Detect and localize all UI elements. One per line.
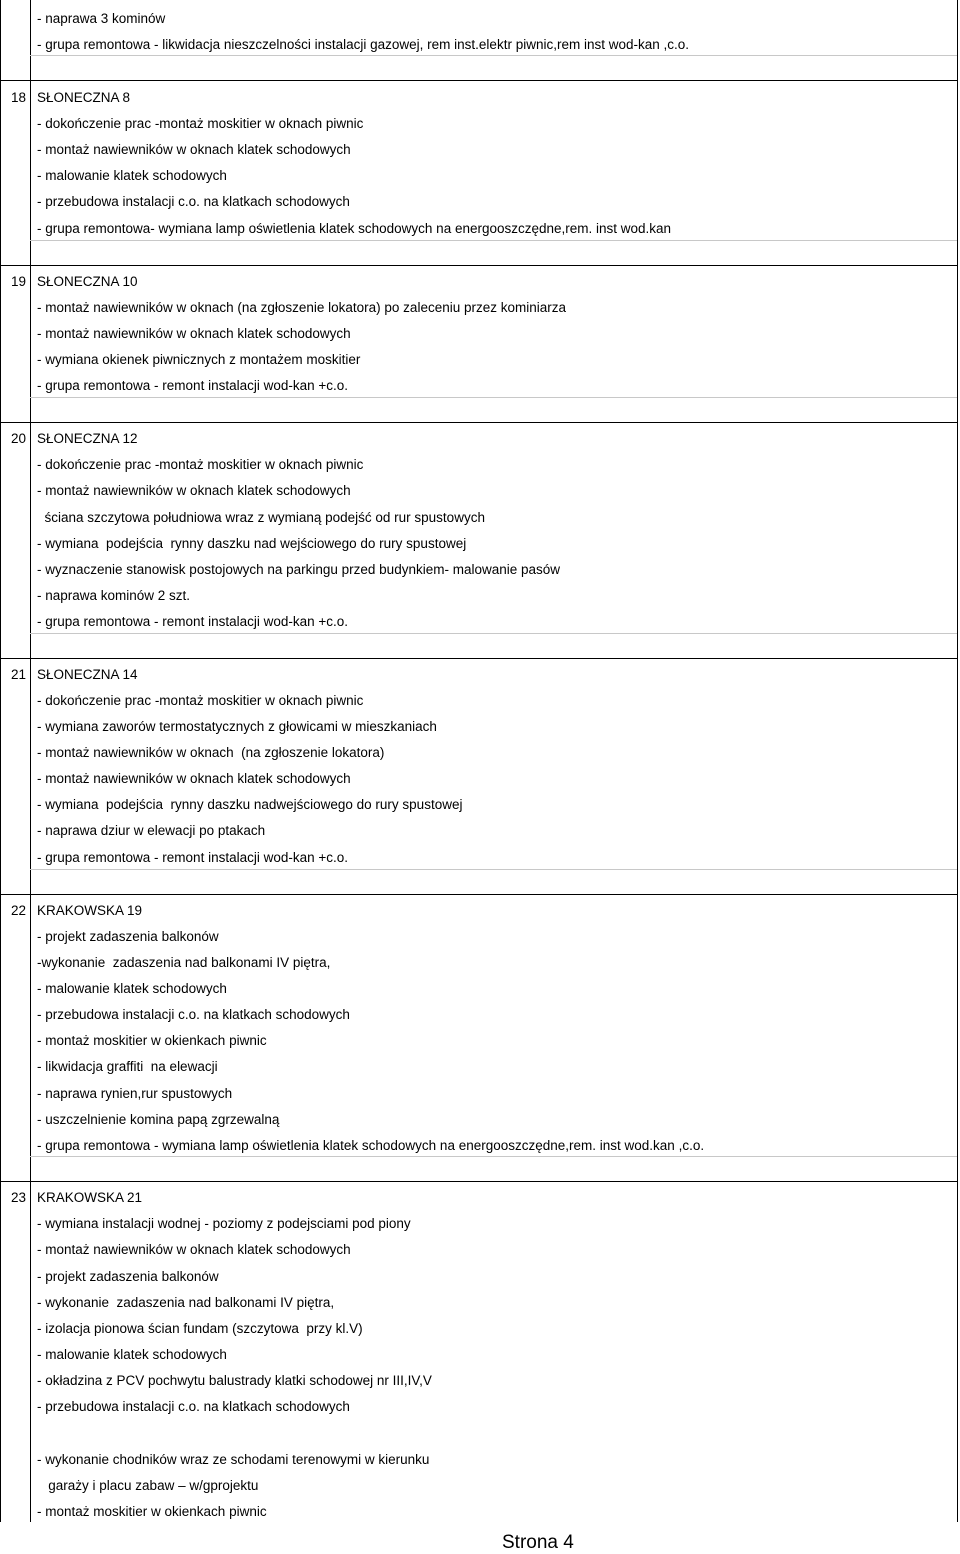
list-item: - projekt zadaszenia balkonów xyxy=(37,1269,219,1284)
list-item: - likwidacja graffiti na elewacji xyxy=(37,1059,218,1074)
section-title: KRAKOWSKA 19 xyxy=(37,903,143,918)
list-item: - montaż nawiewników w oknach klatek schodowych xyxy=(37,483,351,498)
section-number: 18 xyxy=(11,90,27,105)
list-item: - grupa remontowa- wymiana lamp oświetlenia klatek schodowych na energooszczędne,rem. inst wod.kan xyxy=(37,221,672,236)
list-item: - naprawa dziur w elewacji po ptakach xyxy=(37,823,266,838)
section-title: SŁONECZNA 12 xyxy=(37,431,138,446)
list-item: - wymiana instalacji wodnej - poziomy z podejsciami pod piony xyxy=(37,1216,411,1231)
list-item: - montaż nawiewników w oknach klatek schodowych xyxy=(37,1242,351,1257)
row-separator-inner xyxy=(30,55,957,56)
list-item: - wykonanie chodników wraz ze schodami terenowymi w kierunku xyxy=(37,1452,430,1467)
list-item: - montaż moskitier w okienkach piwnic xyxy=(37,1504,267,1519)
list-item: - montaż nawiewników w oknach (na zgłoszenie lokatora) xyxy=(37,745,385,760)
row-separator xyxy=(0,80,957,81)
table-border-left xyxy=(0,0,1,1522)
section-number: 22 xyxy=(11,903,27,918)
row-separator-inner xyxy=(30,397,957,398)
list-item: - dokończenie prac -montaż moskitier w oknach piwnic xyxy=(37,116,364,131)
list-item: - malowanie klatek schodowych xyxy=(37,981,227,996)
list-item: - uszczelnienie komina papą zgrzewalną xyxy=(37,1112,280,1127)
list-item: - wymiana okienek piwnicznych z montażem moskitier xyxy=(37,352,361,367)
list-item: - naprawa rynien,rur spustowych xyxy=(37,1086,233,1101)
row-separator-inner xyxy=(30,869,957,870)
section-title: SŁONECZNA 10 xyxy=(37,274,138,289)
list-item: - montaż nawiewników w oknach klatek schodowych xyxy=(37,771,351,786)
list-item: - grupa remontowa - likwidacja nieszczelności instalacji gazowej, rem inst.elektr piwnic,rem inst wod-kan ,c.o. xyxy=(37,37,690,52)
list-item: - malowanie klatek schodowych xyxy=(37,168,227,183)
page-number: Strona 4 xyxy=(502,1532,574,1553)
list-item: - wymiana zaworów termostatycznych z głowicami w mieszkaniach xyxy=(37,719,437,734)
table-border-number-column xyxy=(30,0,31,1522)
section-number: 20 xyxy=(11,431,27,446)
row-separator xyxy=(0,894,957,895)
list-item: - grupa remontowa - remont instalacji wod-kan +c.o. xyxy=(37,378,349,393)
list-item: - montaż moskitier w okienkach piwnic xyxy=(37,1033,267,1048)
row-separator xyxy=(0,658,957,659)
list-item: -wykonanie zadaszenia nad balkonami IV piętra, xyxy=(37,955,331,970)
section-number: 19 xyxy=(11,274,27,289)
list-item: - naprawa 3 kominów xyxy=(37,11,166,26)
list-item: - wymiana podejścia rynny daszku nad wejściowego do rury spustowej xyxy=(37,536,467,551)
list-item: - wykonanie zadaszenia nad balkonami IV piętra, xyxy=(37,1295,335,1310)
section-title: SŁONECZNA 14 xyxy=(37,667,138,682)
list-item: - projekt zadaszenia balkonów xyxy=(37,929,219,944)
list-item: - przebudowa instalacji c.o. na klatkach schodowych xyxy=(37,1399,350,1414)
row-separator-inner xyxy=(30,633,957,634)
list-item: - wyznaczenie stanowisk postojowych na parkingu przed budynkiem- malowanie pasów xyxy=(37,562,561,577)
list-item: - montaż nawiewników w oknach klatek schodowych xyxy=(37,326,351,341)
list-item: - izolacja pionowa ścian fundam (szczytowa przy kl.V) xyxy=(37,1321,363,1336)
row-separator xyxy=(0,1181,957,1182)
list-item: - naprawa kominów 2 szt. xyxy=(37,588,191,603)
list-item: - okładzina z PCV pochwytu balustrady klatki schodowej nr III,IV,V xyxy=(37,1373,432,1388)
section-number: 21 xyxy=(11,667,27,682)
row-separator xyxy=(0,422,957,423)
list-item: - malowanie klatek schodowych xyxy=(37,1347,227,1362)
list-item: - montaż nawiewników w oknach (na zgłoszenie lokatora) po zaleceniu przez kominiarza xyxy=(37,300,567,315)
list-item: - przebudowa instalacji c.o. na klatkach schodowych xyxy=(37,194,350,209)
list-item: - dokończenie prac -montaż moskitier w oknach piwnic xyxy=(37,457,364,472)
list-item: ściana szczytowa południowa wraz z wymianą podejść od rur spustowych xyxy=(37,510,485,525)
section-number: 23 xyxy=(11,1190,27,1205)
list-item: garaży i placu zabaw – w/gprojektu xyxy=(37,1478,259,1493)
list-item: - montaż nawiewników w oknach klatek schodowych xyxy=(37,142,351,157)
row-separator-inner xyxy=(30,240,957,241)
row-separator xyxy=(0,265,957,266)
list-item: - grupa remontowa - remont instalacji wod-kan +c.o. xyxy=(37,850,349,865)
list-item: - dokończenie prac -montaż moskitier w oknach piwnic xyxy=(37,693,364,708)
list-item: - przebudowa instalacji c.o. na klatkach schodowych xyxy=(37,1007,350,1022)
list-item: - grupa remontowa - wymiana lamp oświetlenia klatek schodowych na energooszczędne,rem. inst wod.kan ,c.o. xyxy=(37,1138,705,1153)
table-border-right xyxy=(957,0,958,1522)
section-title: KRAKOWSKA 21 xyxy=(37,1190,143,1205)
section-title: SŁONECZNA 8 xyxy=(37,90,131,105)
list-item: - grupa remontowa - remont instalacji wod-kan +c.o. xyxy=(37,614,349,629)
row-separator-inner xyxy=(30,1156,957,1157)
list-item: - wymiana podejścia rynny daszku nadwejściowego do rury spustowej xyxy=(37,797,463,812)
